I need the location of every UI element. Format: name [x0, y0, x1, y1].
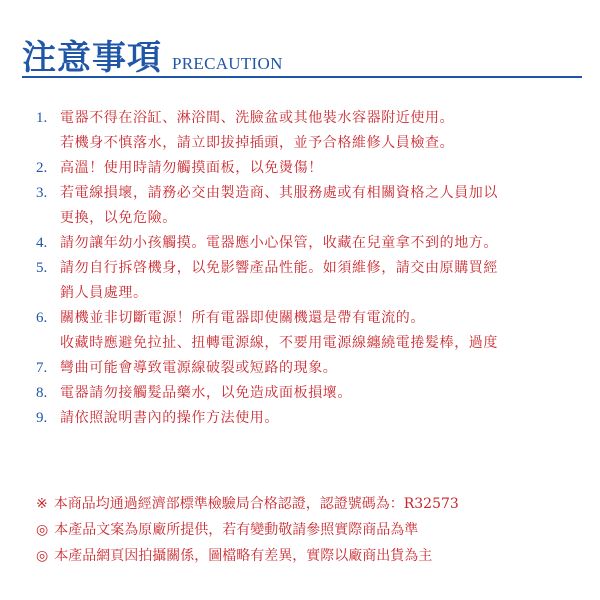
item-text	[60, 356, 576, 381]
item-number: 9.	[36, 410, 48, 426]
item-line: 若機身不慎落水，請立即拔掉插頭，並予合格維修人員檢查。	[60, 135, 455, 151]
bullseye-icon: ◎	[36, 522, 49, 538]
note-text: 本產品文案為原廠所提供，若有變動敬請參照實際商品為準	[54, 522, 419, 538]
item-number: 2.	[36, 160, 48, 176]
precaution-item	[36, 406, 576, 431]
note-text: 本商品均通過經濟部標準檢驗局合格認證，認證號碼為：R32573	[53, 496, 459, 512]
bullseye-icon: ◎	[36, 548, 49, 564]
note-text: 本產品網頁因拍攝關係，圖檔略有差異，實際以廠商出貨為主	[54, 548, 433, 564]
title-divider	[22, 76, 582, 78]
page-title: 注意事項	[22, 38, 162, 78]
item-line: 高溫！使用時請勿觸摸面板，以免燙傷！	[60, 160, 323, 176]
item-text	[60, 106, 576, 156]
item-line: 銷人員處理。	[60, 285, 148, 301]
precaution-item	[36, 231, 576, 256]
item-line: 收藏時應避免拉扯、扭轉電源線，不要用電源線纏繞電捲髮棒，過度	[60, 335, 498, 351]
item-line: 電器請勿接觸髮品藥水，以免造成面板損壞。	[60, 385, 352, 401]
header	[22, 30, 283, 79]
item-line: 更換，以免危險。	[60, 210, 177, 226]
precaution-item	[36, 181, 576, 231]
item-number: 4.	[36, 235, 48, 251]
item-line: 請勿讓年幼小孩觸摸。電器應小心保管，收藏在兒童拿不到的地方。	[60, 235, 498, 251]
item-text	[60, 406, 576, 431]
precaution-list	[36, 106, 576, 431]
item-number: 5.	[36, 260, 48, 276]
notes-section	[36, 491, 576, 569]
item-text	[60, 156, 576, 181]
disclaimer-note	[36, 543, 576, 569]
item-text	[60, 231, 576, 256]
precaution-item	[36, 381, 576, 406]
item-number: 8.	[36, 385, 48, 401]
precaution-item	[36, 356, 576, 381]
item-number: 6.	[36, 310, 48, 326]
precaution-item	[36, 306, 576, 356]
precaution-item	[36, 156, 576, 181]
item-number: 7.	[36, 360, 48, 376]
disclaimer-note	[36, 517, 576, 543]
precaution-item	[36, 106, 576, 156]
item-number: 3.	[36, 185, 48, 201]
item-line: 電器不得在浴缸、淋浴間、洗臉盆或其他裝水容器附近使用。	[60, 110, 455, 126]
precaution-item	[36, 256, 576, 306]
item-line: 若電線損壞，請務必交由製造商、其服務處或有相關資格之人員加以	[60, 185, 498, 201]
item-text	[60, 306, 576, 356]
reference-mark-icon: ※	[36, 496, 48, 512]
item-text	[60, 381, 576, 406]
item-text	[60, 256, 576, 306]
item-line: 請依照說明書內的操作方法使用。	[60, 410, 279, 426]
item-line: 請勿自行拆啓機身，以免影響產品性能。如須維修，請交由原購買經	[60, 260, 498, 276]
item-line: 彎曲可能會導致電源線破裂或短路的現象。	[60, 360, 338, 376]
item-number: 1.	[36, 110, 48, 126]
item-line: 關機並非切斷電源！所有電器即使關機還是帶有電流的。	[60, 310, 425, 326]
page-subtitle: PRECAUTION	[172, 54, 283, 73]
certification-note	[36, 491, 576, 517]
item-text	[60, 181, 576, 231]
